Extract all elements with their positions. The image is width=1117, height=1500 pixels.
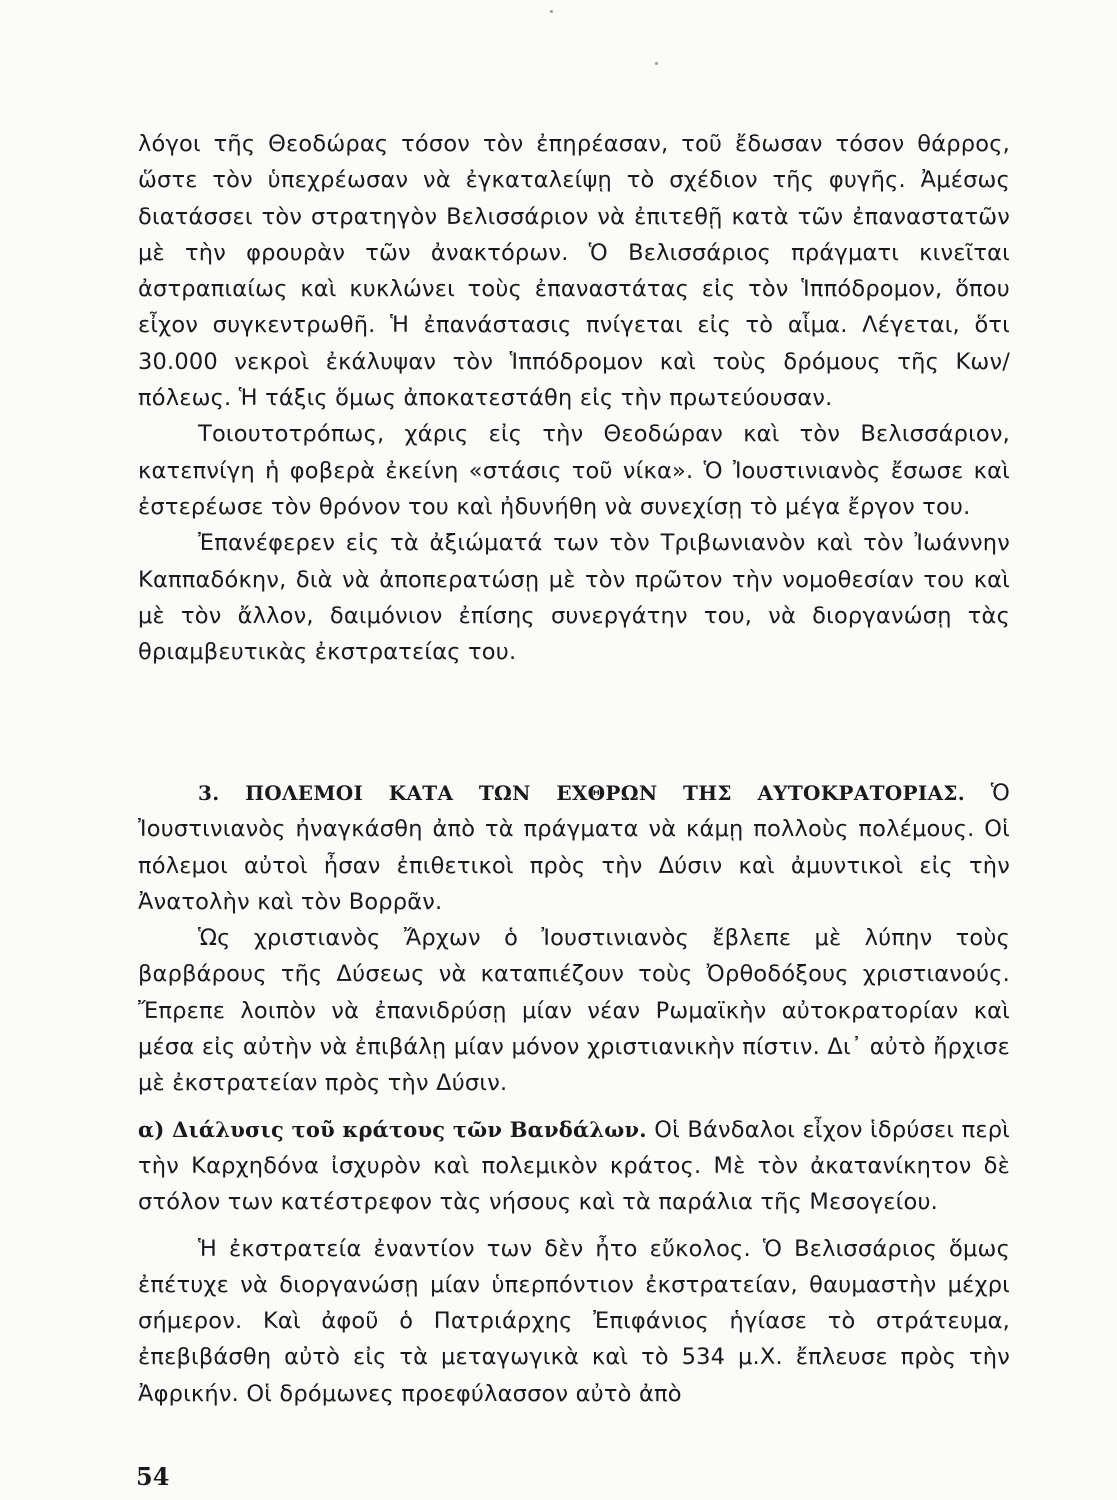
section-3-paragraph	[138, 775, 1010, 920]
body-text-upper	[138, 126, 1010, 670]
section-3-heading: 3. ΠΟΛΕΜΟΙ ΚΑΤΑ ΤΩΝ ΕΧΘΡΩΝ ΤΗΣ ΑΥΤΟΚΡΑΤΟΡΙΑΣ.	[198, 781, 966, 805]
paragraph-4: Ὁ Ἰουστινιανὸς ἠναγκάσθη ἀπὸ τὰ πράγματα νὰ κάμῃ πολλοὺς πολέμους. Οἱ πόλεμοι αὐτοὶ ἦσαν ἐπιθετικοὶ πρὸς τὴν Δύσιν καὶ ἀμυντικοὶ εἰς τὴν Ἀνατολὴν καὶ τὸν Βορρᾶν.	[138, 780, 1010, 915]
paragraph-7: Ἡ ἐκστρατεία ἐναντίον των δὲν ἦτο εὔκολος. Ὁ Βελισσάριος ὅμως ἐπέτυχε νὰ διοργανώσῃ μίαν ὑπερπόντιον ἐκστρατείαν, θαυμαστὴν μέχρι σήμερον. Καὶ ἀφοῦ ὁ Πατριάρχης Ἐπιφάνιος ἡγίασε τὸ στράτευμα, ἐπεβιβάσθη αὐτὸ εἰς τὰ μεταγωγικὰ καὶ τὸ 534 μ.Χ. ἔπλευσε πρὸς τὴν Ἀφρικήν. Οἱ δρόμωνες προεφύλασσον αὐτὸ ἀπὸ	[138, 1235, 1010, 1407]
subsection-a-paragraph	[138, 1112, 1010, 1221]
page-number: 54	[136, 1462, 170, 1491]
paragraph-2: Τοιουτοτρόπως, χάρις εἰς τὴν Θεοδώραν καὶ τὸν Βελισσάριον, κατεπνίγη ἡ φοβερὰ ἐκείνη «στάσις τοῦ νίκα». Ὁ Ἰουστινιανὸς ἔσωσε καὶ ἐστερέωσε τὸν θρόνον του καὶ ἠδυνήθη νὰ συνεχίσῃ τὸ μέγα ἔργον του.	[138, 421, 1010, 520]
paragraph-1: λόγοι τῆς Θεοδώρας τόσον τὸν ἐπηρέασαν, τοῦ ἔδωσαν τόσον θάρρος, ὥστε τὸν ὑπεχρέωσαν νὰ ἐγκαταλείψῃ τὸ σχέδιον τῆς φυγῆς. Ἀμέσως διατάσσει τὸν στρατηγὸν Βελισσάριον νὰ ἐπιτεθῇ κατὰ τῶν ἐπαναστατῶν μὲ τὴν φρουρὰν τῶν ἀνακτόρων. Ὁ Βελισσάριος πράγματι κινεῖται ἀστραπιαίως καὶ κυκλώνει τοὺς ἐπαναστάτας εἰς τὸν Ἱππόδρομον, ὅπου εἶχον συγκεντρωθῆ. Ἡ ἐπανάστασις πνίγεται εἰς τὸ αἷμα. Λέγεται, ὅτι 30.000 νεκροὶ ἐκάλυψαν τὸν Ἱππόδρομον καὶ τοὺς δρόμους τῆς Κων/πόλεως. Ἡ τάξις ὅμως ἀποκατεστάθη εἰς τὴν πρωτεύουσαν.	[138, 131, 1010, 412]
paragraph-3: Ἐπανέφερεν εἰς τὰ ἀξιώματά των τὸν Τριβωνιανὸν καὶ τὸν Ἰωάννην Καππαδόκην, διὰ νὰ ἀποπερατώσῃ μὲ τὸν πρῶτον τὴν νομοθεσίαν του καὶ μὲ τὸν ἄλλον, δαιμόνιον ἐπίσης συνεργάτην του, νὰ διοργανώσῃ τὰς θριαμβευτικὰς ἐκστρατείας του.	[138, 530, 1010, 666]
scan-speck	[550, 10, 553, 13]
paragraph-5: Ὡς χριστιανὸς Ἄρχων ὁ Ἰουστινιανὸς ἔβλεπε μὲ λύπην τοὺς βαρβάρους τῆς Δύσεως νὰ καταπιέζουν τοὺς Ὀρθοδόξους χριστιανούς. Ἔπρεπε λοιπὸν νὰ ἐπανιδρύσῃ μίαν νέαν Ρωμαϊκὴν αὐτοκρατορίαν καὶ μέσα εἰς αὐτὴν νὰ ἐπιβάλῃ μίαν μόνον χριστιανικὴν πίστιν. Δι᾽ αὐτὸ ἤρχισε μὲ ἐκστρατείαν πρὸς τὴν Δύσιν.	[138, 925, 1010, 1097]
scan-speck	[655, 62, 658, 65]
subsection-a-heading: α) Διάλυσις τοῦ κράτους τῶν Βανδάλων.	[138, 1116, 647, 1142]
body-text-lower	[138, 775, 1010, 1412]
paragraph-6: Οἱ Βάνδαλοι εἶχον ἱδρύσει περὶ τὴν Καρχηδόνα ἰσχυρὸν καὶ πολεμικὸν κράτος. Μὲ τὸν ἀκατανίκητον δὲ στόλον των κατέστρεφον τὰς νήσους καὶ τὰ παράλια τῆς Μεσογείου.	[138, 1116, 1010, 1216]
